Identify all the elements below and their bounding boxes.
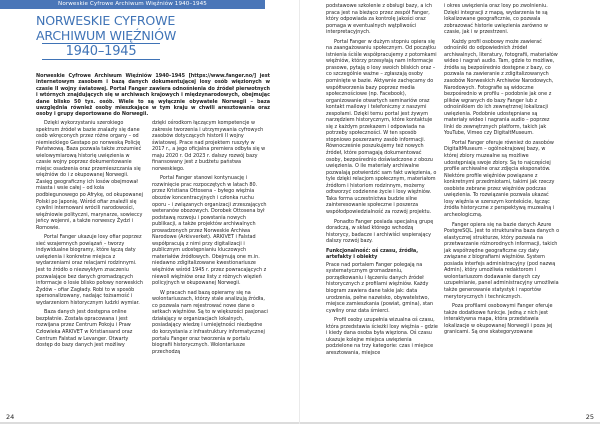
intro-paragraph: Norweskie Cyfrowe Archiwum Więźniów 1940–1945 [https://www.fanger.no/] jest internetowym zasobem i bazą danych dokumentującej losy osób więzionych w czasie II wojny światowej. Portal Fanger zawiera odnośnienia do źródeł pierwotnych i wtórnych znajdujących się w archiwach krajowych i międzynarodowych, obejmując dane blisko 50 tys. osób. Wiele to są wyłącznie obywatele Norwegii – baza uwzględnia również osoby mieszkające w tym kraju w chwili aresztowania oraz osoby i grupy deportowane do Norwegii. — [36, 73, 270, 118]
left-column-1 — [36, 120, 146, 352]
article-title — [36, 13, 177, 60]
paragraph: Ponadto Fanger posiada specjalną grupę doradczą, w skład którego wchodzą historycy, badacze i archiwiści wspierający dalszy rozwój bazy. — [326, 218, 434, 245]
paragraph: Poza profilami osobowymi Fanger oferuje także dodatkowe funkcje. Jedną z nich jest interaktywna mapa, która przedstawia lokalizacje w okupowanej Norwegii i poza jej granicami. Są one skategoryzowane — [444, 303, 553, 336]
paragraph: W pracach nad bazą opieramy się na wolontariuszach, którzy stale analizują źródła, co pozwala nam rejestrować nowe dane o setkach więźniów. Są to w większości pasjonaci działający w organizacjach lokalnych, posiadający wiedzę i umiejętności niezbędne do korzystania z infrastruktury informatycznej portalu Fanger oraz tworzenia w portalu biografii historycznych. Wolontariusze przechodzą — [152, 289, 268, 355]
right-column-1 — [326, 3, 438, 359]
paragraph: Portal Fanger oferuje również do zasobów DigitaltMuseum – ogólnokrajowej bazy, w której zbiory muzealne są możliwe udostępniają swoje zbiory. Są to najczęściej profile archiwalne oraz zdjęcia eksponatów. Niektóre profile więźniów powiązane z konkretnymi przedmiotami, takimi jak rzeczy osobiste zebrane przez więźniów podczas uwięzienia. To rozwiązanie pozwala ukazać losy więźnia w szerszym kontekście, łącząc źródła historyczne z perspektywą muzealną i archeologiczną. — [444, 139, 555, 218]
paragraph: Prace nad portalem Fanger polegają na systematycznym gromadzeniu, porządkowaniu i łączeniu danych źródeł historycznych z profilami więźniów. Każdy biogram zawiera dane takie jak: data urodzenia, pełne nazwisko, obywatelstwo, miejsce zamieszkania (powiat, gmina), stan cywilny oraz data śmierci. — [326, 261, 434, 314]
page-number-right: 25 — [585, 413, 594, 421]
right-page — [300, 0, 600, 424]
paragraph: podstawowe szkolenie z obsługi bazy, a ich praca jest na bieżąco przez zespół Fanger, który odpowiada za kontrolę jakości oraz pomaga w eventualnych wątpliwości interpretacyjnych. — [326, 3, 433, 36]
paragraph: Każdy profil osobowy może zawierać odnośniki do odpowiednich źródeł archiwalnych, literatury, fotografii, materiałów wideo i nagrań audio. Tam, gdzie to możliwe, źródła są bezpośrednio dostępne z bazy, co pozwala na zawieranie z zdigitalizowanych zasobów Norweskich Archiwów Narodowych, Narodowych. Fotografie są widoczne bezpośrednio w profilu – podobnie jak one z plików wgranych do bazy Fanger lub z odnośnikiem do ich zewnętrznej lokalizacji uwięzienia. Podobnie udostępniane są materiały wideo i nagrania audio – poprzez linki do zewnętrznych platform, takich jak YouTube, Vimeo czy DigitaltMuseum. — [444, 38, 558, 137]
section-subheading: Funkcjonalność: oś czasu, źródła, artefakty i obiekty — [326, 247, 419, 261]
title-line-1: NORWESKIE CYFROWE — [36, 13, 176, 28]
title-line-2: ARCHIWUM WIĘŹNIÓW — [36, 28, 177, 43]
paragraph: Dzięki wykorzystaniu szerokiego spektrum źródeł w bazie znalazły się dane osób wkręconych przez różne organy – od niemieckiego Gestapo po norweską Policję Państwową. Baza pozwala także zrozumieć wielowymiarową historię uwięzienia w czasie wojny poprzez dokumentowanie miejsc osadzenia oraz przemieszczania się więźniów do i z okupowanej Norwegii. Zasięg geograficzny ich losów obejmował miasta i wsie całej – od kola podbiegunowego po Afrykę, od okupowanej Polski po Japonię. Wśród ofiar znaleźli się cywilni internowani wrócili narodowości, więźniowie polityczni, marynarze, sowieccy jeńcy wojenni, a także norwescy Żydzi i Romowie. — [36, 120, 144, 231]
running-header: Norweskie Cyfrowe Archiwum Więźniów 1940–1945 — [0, 0, 265, 9]
paragraph: Fanger opiera się na bazie danych Azure PostgreSQL. Jest to strukturalna baza danych o elastycznej strukturze, który pozwala na przetwarzanie różnorodnych informacji, takich jak współrzędne geograficzne czy daty związane z biografiami więźniów. System posiada interfejs administracyjny (pod nazwą Admin), który umożliwia redaktorom i wolontariuszom dodawanie danych czy uzupełnianie, panel administracyjny umożliwia także generowanie statystyk i raportów merytorycznych i technicznych. — [444, 221, 560, 300]
paragraph: dzięki ośrodkom łączącym kompetencje w zakresie tworzenia i utrzymywania cyfrowych zasobów dotyczących historii II wojny światowej. Prace nad projektem ruszyły w 2017 r., a jego oficjalna premiera odbyła się w maju 2020 r. Od 2023 r. dalszy rozwój bazy finansowany jest z budżetu państwa norweskiego. — [152, 120, 266, 172]
title-rule-bottom — [42, 59, 160, 60]
page-number-left: 24 — [6, 413, 15, 421]
paragraph: Portal Fanger ukazuje losy ofiar poprzez sieć wzajemnych powiązań – tworzy indywidualne biogramy, które łączą daty uwięzienia i konkretne miejsca z wydarzeniami oraz relacjami rodzinnymi. Jest to źródło o niezwykłym znaczeniu pozwalające bez danych gromadzących informacje o losie blisko połowy norweskich Żydów – ofiar Zagłady. Robi to w sposób spersonalizowany, nadając tożsamość i wydarzeniom historycznym ludzki wymiar. — [36, 234, 143, 306]
left-column-2 — [152, 120, 268, 358]
title-years: 1940–1945 — [65, 44, 137, 59]
paragraph: Portal Fanger w dużym stopniu opiera się na zaangażowaniu społecznym. Od początku istnienia ściśle współpracujemy z potomkami więźniów, którzy przesyłają nam informacje prasowe, pytają o losy swoich bliskich oraz – co szczególnie ważne – zgłaszają osoby pominięte w bazie. Aktywnie zachęcamy do współtworzenia bazy poprzez media społecznościowe (np. Facebook), organizowanie otwartych seminariów oraz kontakt mailowy i telefoniczny z naszymi zespołami. Dzięki temu portal jest żywym narzędziem historycznym, które kontaktuje się z każdym przekazem i odpowiada na potrzeby społeczności. W ten sposób stopniowo poszerzamy zasób informacji. Równocześnie poszukujemy też nowych źródeł, które pomagają dokumentować osoby, bezpośrednio doświadczone z obozu uwięzienia. O ile materiały archiwalne pozwalają potwierdzić sam fakt uwięzienia, o tyle dzięki relacjom społecznym, materiałom źródłom i historiom rodzinnym, możemy odtworzyć codzienne życie i losy więźniów. Taka forma uczestnictwa budzie silne zainteresowanie społeczne i poszerza współodpowiedzialność za rozwój projektu. — [326, 38, 437, 215]
paragraph: Portal Fanger stanowi kontynuację i rozwinięcie prac rozpoczętych w latach 80. przez Kristiana Ottosena – byłego więźnia obozów koncentracyjnych i członka ruchu oporu – i związanych organizacji zrzeszających weteranów obozowych. Dorobek Ottosena był podstawą rozwoju i powstania nowych publikacji, a także projektów archiwalnych prowadzonych przez Norweskie Archiwa Narodowe (Arkivverket). ARKIVET i Falstad współpracują z nimi przy digitalizacji i publicznym udostępnianiu kluczowych materiałów źródłowych. Obejmują one m.in. niedawno zdigitalizowane kwestionariusze więźniów wśród 1945 r. przez powracających z niewoli więźniów oraz listy z różnych więzień policyjnych w okupowanej Norwegii. — [152, 175, 267, 287]
paragraph: i okres uwięzienia oraz losy po zwolnieniu. Dzięki integracji z mapą, wydarzenia te są lokalizowane geograficznie, co pozwala zobrazować historie uwięzienia zarówno w czasie, jak i w przestrzeni. — [444, 3, 548, 36]
right-column-2 — [444, 3, 560, 339]
paragraph: Baza danych jest dostępna online bezpłatnie. Została opracowana i jest rozwijana przez Centrum Pokoju i Praw Człowieka ARKIVET w Kristiansand oraz Centrum Falstad w Levanger. Otwarty dostęp do bazy danych jest możliwy — [36, 309, 133, 349]
paragraph: Profil osoby uzupełnia wizualna oś czasu, która przedstawia ścieżki losy więźnia – gdzie i kiedy dana osoba była więziona. Oś czasu ukazuje kolejne miejsca uwięzienia podzielone na trzy kategorie: czas i miejsce aresztowania, miejsce — [326, 317, 438, 356]
